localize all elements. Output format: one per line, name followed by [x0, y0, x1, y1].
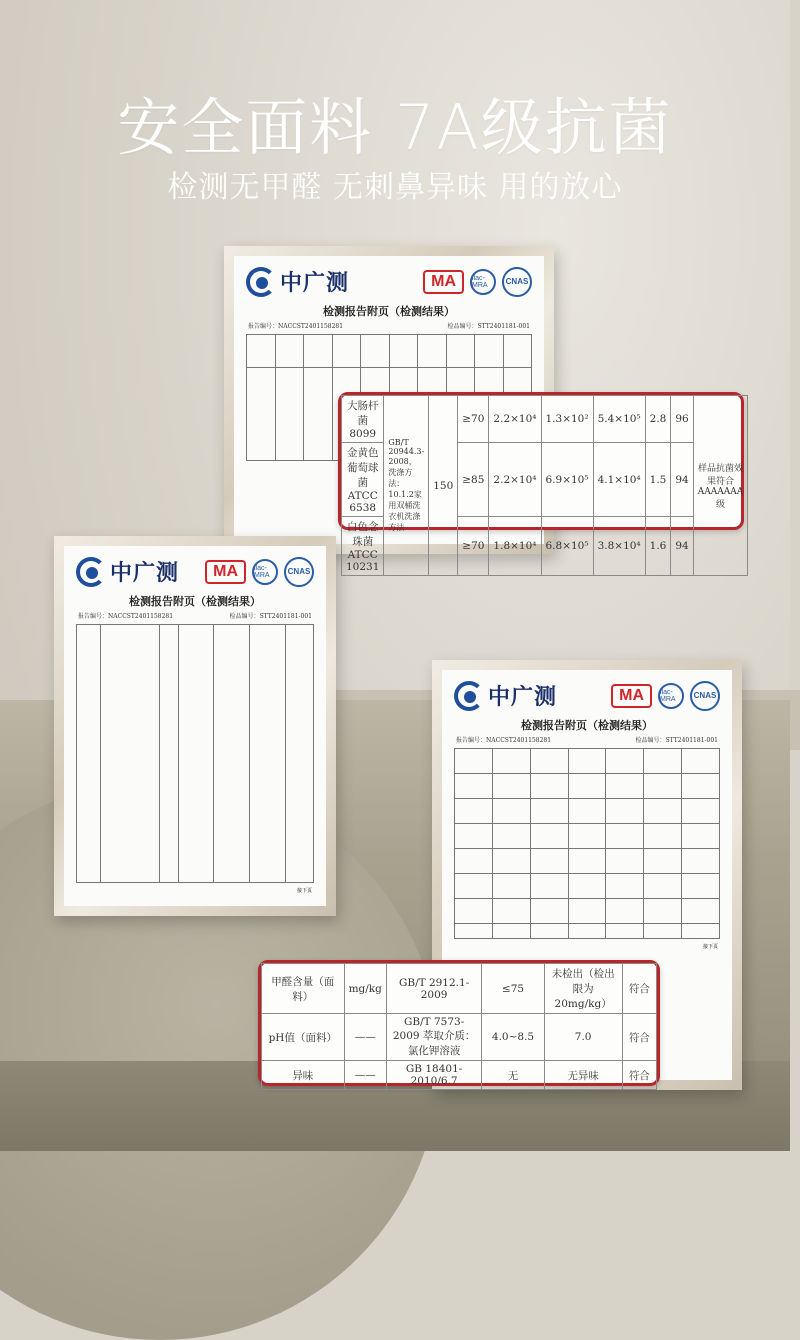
logo-text: 中广测	[488, 685, 558, 710]
report-header	[442, 670, 732, 711]
cnas-badge-icon: CNAS	[502, 267, 532, 297]
conclusion: 样品抗菌效果符合AAAAAAA级	[693, 396, 747, 576]
logo-text: 中广测	[280, 271, 350, 296]
certification-badges	[611, 681, 720, 711]
ilac-badge-icon: ilac-MRA	[252, 559, 278, 585]
table-row: 异味 —— GB 18401-2010/6.7 无 无异味 符合	[262, 1061, 657, 1090]
ma-badge-icon: MA	[423, 270, 464, 294]
table-row: pH值（面料） —— GB/T 7573-2009 萃取介质：氯化钾溶液 4.0~8.5 7.0 符合	[262, 1014, 657, 1061]
report-meta: 报告编号：NACCST2401158281 检品编号：STT2401181-001	[456, 737, 718, 744]
hero-title: 安全面料 7A级抗菌	[117, 91, 673, 164]
logo-icon	[76, 557, 106, 587]
certification-badges	[423, 267, 532, 297]
table-row: 甲醛含量（面料） mg/kg GB/T 2912.1-2009 ≤75 未检出（检出限为20mg/kg） 符合	[262, 964, 657, 1014]
results-table	[261, 963, 657, 1090]
antibacterial-results-popup	[338, 392, 744, 573]
ma-badge-icon: MA	[205, 560, 246, 584]
table-row: 大肠杆菌 8099 GB/T 20944.3-2008，洗涤方法：10.1.2家用双桶洗衣机洗涤方法 150 ≥70 2.2×10⁴ 1.3×10² 5.4×10⁵ 2.8 96 样品抗菌效果符合AAAAAAA级	[342, 396, 748, 443]
report-title: 检测报告附页（检测结果）	[129, 595, 261, 608]
report-meta: 报告编号：NACCST2401158281 检品编号：STT2401181-001	[248, 323, 530, 330]
cnas-badge-icon: CNAS	[284, 557, 314, 587]
report-title: 检测报告附页（检测结果）	[521, 719, 653, 732]
report-meta: 报告编号：NACCST2401158281 检品编号：STT2401181-001	[78, 613, 312, 620]
ma-badge-icon: MA	[611, 684, 652, 708]
report-paper	[64, 546, 326, 906]
test-results-popup	[258, 960, 660, 1086]
test-method: GB/T 20944.3-2008，洗涤方法：10.1.2家用双桶洗衣机洗涤方法	[384, 396, 429, 576]
ilac-badge-icon: ilac-MRA	[658, 683, 684, 709]
certification-badges	[205, 557, 314, 587]
report-table	[454, 748, 720, 939]
report-header	[64, 546, 326, 587]
logo-text: 中广测	[110, 561, 180, 586]
report-table	[76, 624, 314, 883]
table-row: 白色念珠菌 ATCC 10231 ≥70 1.8×10⁴ 6.8×10⁵ 3.8×10⁴ 1.6 94	[342, 517, 748, 576]
page-continue: 接下页	[702, 944, 718, 950]
logo-icon	[246, 267, 276, 297]
report-title: 检测报告附页（检测结果）	[323, 305, 455, 318]
logo-icon	[454, 681, 484, 711]
report-header	[234, 256, 544, 297]
ilac-badge-icon: ilac-MRA	[470, 269, 496, 295]
wash-count: 150	[429, 396, 458, 576]
table-row: 金黄色葡萄球菌 ATCC 6538 ≥85 2.2×10⁴ 6.9×10⁵ 4.1×10⁴ 1.5 94	[342, 443, 748, 517]
hero-subtitle: 检测无甲醛 无刺鼻异味 用的放心	[167, 170, 623, 205]
cnas-badge-icon: CNAS	[690, 681, 720, 711]
report-frame-left	[54, 536, 336, 916]
page-continue: 接下页	[296, 888, 312, 894]
antibacterial-table	[341, 395, 748, 576]
